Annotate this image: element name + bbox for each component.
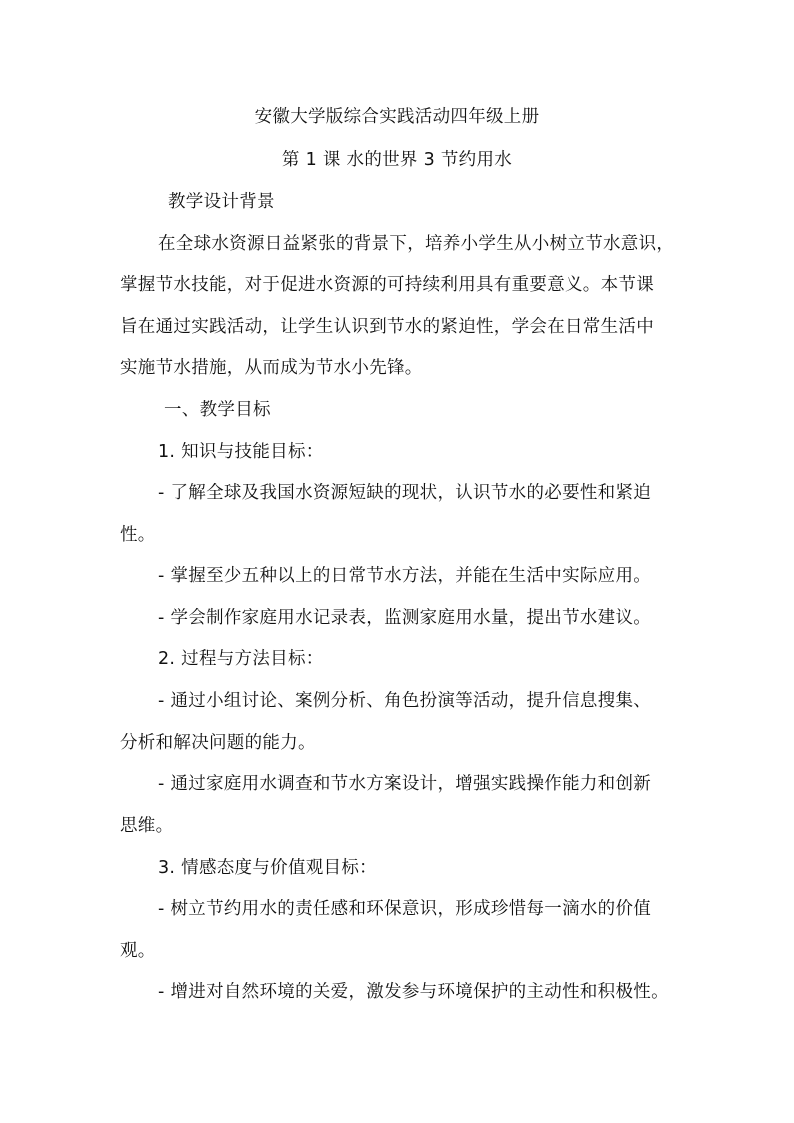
- section-heading: 一、教学目标: [164, 400, 271, 420]
- goal-item: - 树立节约用水的责任感和环保意识，形成珍惜每一滴水的价值: [158, 899, 652, 919]
- lesson-subtitle: 第 1 课 水的世界 3 节约用水: [281, 150, 513, 170]
- goal-item: 观。: [120, 941, 156, 961]
- goal-item: - 学会制作家庭用水记录表，监测家庭用水量，提出节水建议。: [158, 608, 652, 628]
- goal-item: 分析和解决问题的能力。: [120, 733, 316, 753]
- background-paragraph-line: 实施节水措施，从而成为节水小先锋。: [120, 358, 423, 378]
- background-paragraph-line: 旨在通过实践活动，让学生认识到节水的紧迫性，学会在日常生活中: [120, 317, 654, 337]
- document-title: 安徽大学版综合实践活动四年级上册: [254, 107, 540, 127]
- goal-item: - 掌握至少五种以上的日常节水方法，并能在生活中实际应用。: [158, 566, 652, 586]
- background-heading: 教学设计背景: [168, 192, 275, 212]
- goal-item: - 通过小组讨论、案例分析、角色扮演等活动，提升信息搜集、: [158, 691, 652, 711]
- goal-heading: 3. 情感态度与价值观目标：: [158, 858, 377, 878]
- goal-item: - 通过家庭用水调查和节水方案设计，增强实践操作能力和创新: [158, 774, 652, 794]
- goal-item: 性。: [120, 525, 156, 545]
- background-paragraph-line: 在全球水资源日益紧张的背景下，培养小学生从小树立节水意识，: [158, 234, 675, 254]
- goal-item: 思维。: [120, 816, 174, 836]
- goal-item: - 了解全球及我国水资源短缺的现状，认识节水的必要性和紧迫: [158, 483, 652, 503]
- goal-item: - 增进对自然环境的关爱，激发参与环境保护的主动性和积极性。: [158, 982, 669, 1002]
- background-paragraph-line: 掌握节水技能，对于促进水资源的可持续利用具有重要意义。本节课: [120, 275, 654, 295]
- goal-heading: 2. 过程与方法目标：: [158, 649, 324, 669]
- goal-heading: 1. 知识与技能目标：: [158, 442, 324, 462]
